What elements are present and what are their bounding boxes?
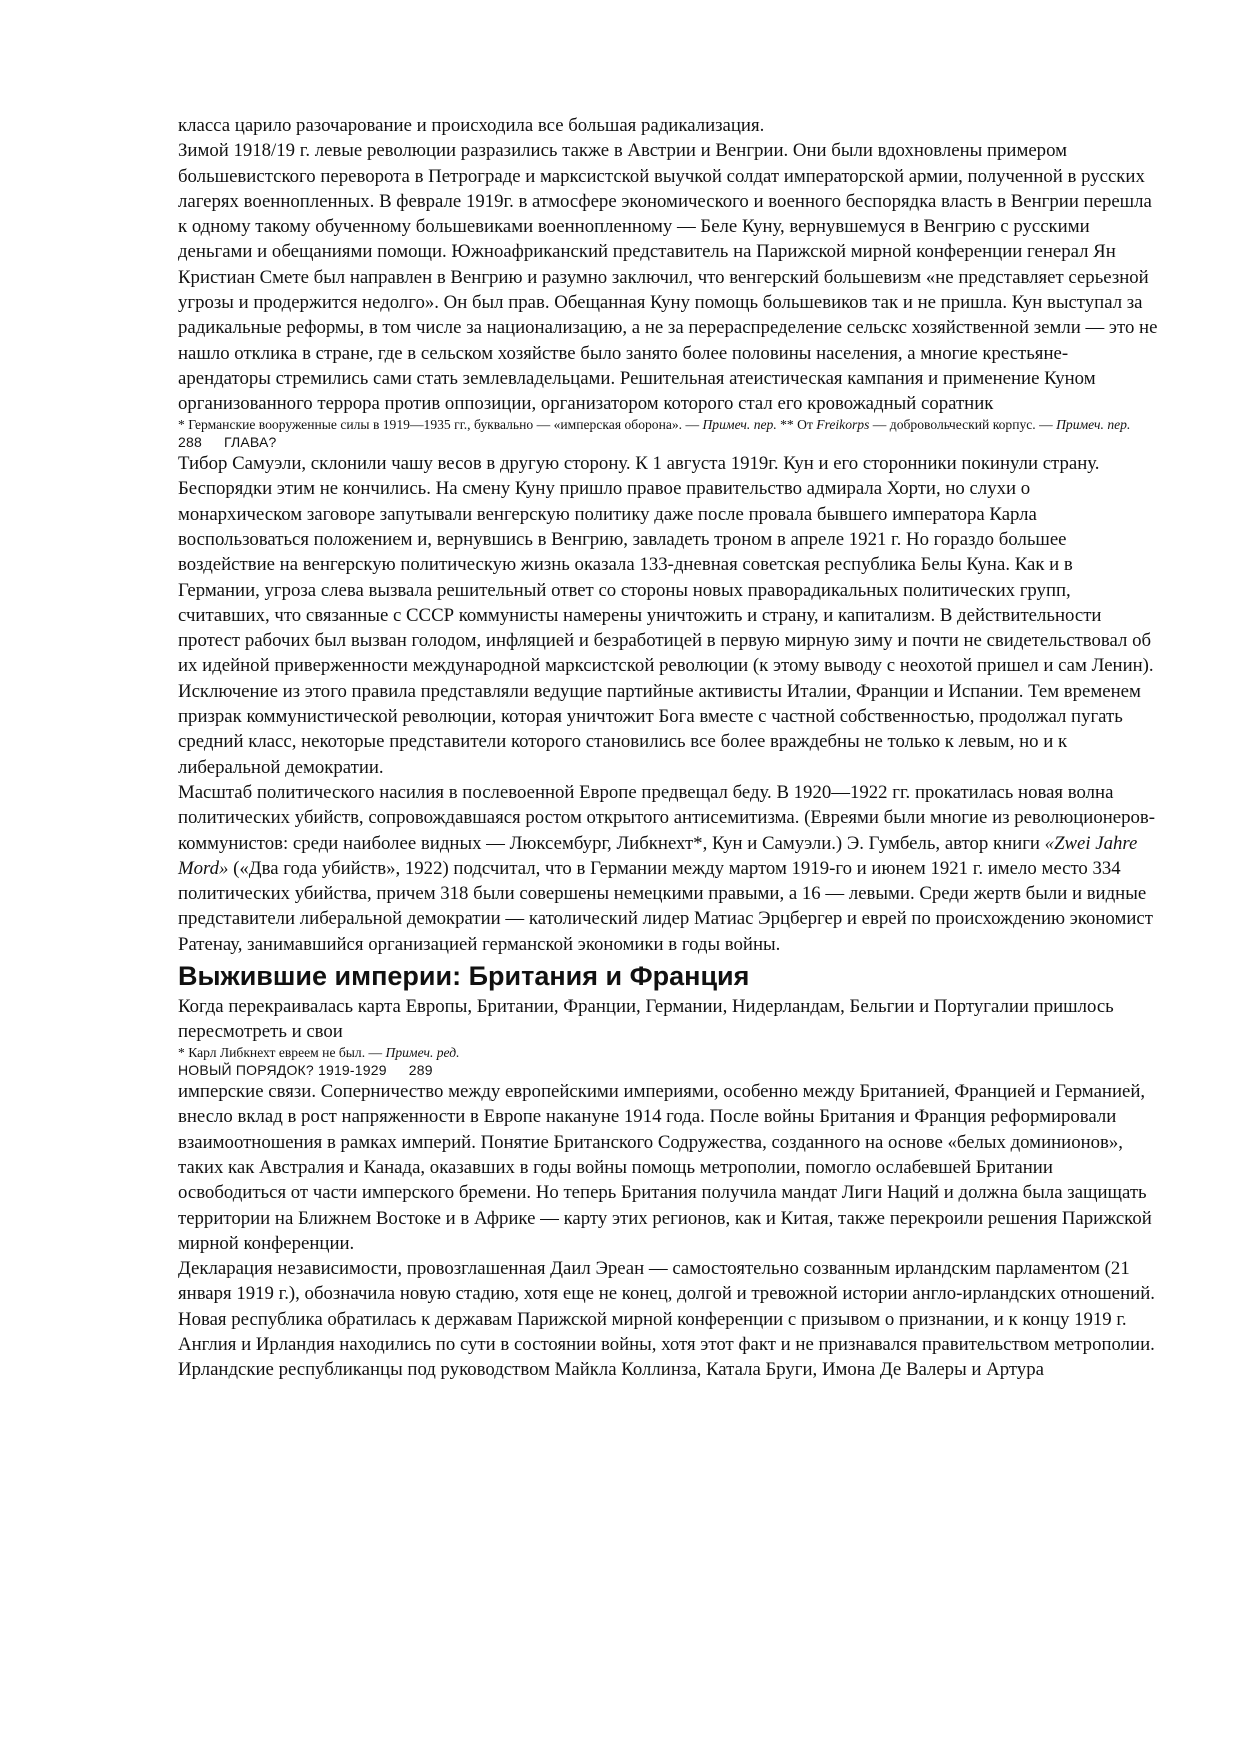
paragraph: Беспорядки этим не кончились. На смену Куну пришло правое правительство адмирала Хорти, но слухи о монархическом заговоре запутывали венгерскую политику даже после провала бывшего императора Карла воспользоваться положением и, вернувшись в Венгрию, завладеть троном в апреле 1921 г. Но гораздо большее воздействие на венгерскую политическую жизнь оказала 133-дневная советская республика Белы Куна. Как и в Германии, угроза слева вызвала решительный ответ со стороны новых праворадикальных политических групп, считавших, что связанные с СССР коммунисты намерены уничтожить и страну, и капитализм. В действительности протест рабочих был вызван голодом, инфляцией и безработицей в первую мирную зиму и почти не свидетельствовал об их идейной приверженности международной марксистской революции (к этому выводу с неохотой пришел и сам Ленин). Исключение из этого правила представляли ведущие партийные активисты Италии, Франции и Испании. Тем временем призрак коммунистической революции, которая уничтожит Бога вместе с частной собственностью, продолжал пугать средний класс, некоторые представители которого становились все более враждебны не только к левым, но и к либеральной демократии. [178, 478, 1154, 778]
running-header [178, 1061, 1158, 1079]
document-page [178, 113, 1158, 1383]
paragraph: Декларация независимости, провозглашенная Даил Эреан — самостоятельно созванным ирландским парламентом (21 января 1919 г.), обозначила новую стадию, хотя еще не конец, долгой и тревожной истории англо-ирландских отношений. Новая республика обратилась к державам Парижской мирной конференции с призывом о признании, и к концу 1919 г. Англия и Ирландия находились по сути в состоянии войны, хотя этот факт и не признавался правительством метрополии. Ирландские республиканцы под руководством Майкла Коллинза, Катала Бруги, Имона Де Валеры и Артура [178, 1258, 1155, 1381]
running-header [178, 433, 1158, 451]
chapter-title: ГЛАВА? [223, 434, 277, 451]
paragraph: Тибор Самуэли, склонили чашу весов в другую сторону. К 1 августа 1919г. Кун и его сторонники покинули страну. [178, 453, 1100, 475]
paragraph: Когда перекраивалась карта Европы, Британии, Франции, Германии, Нидерландам, Бельгии и Португалии пришлось пересмотреть и свои [178, 996, 1114, 1043]
paragraph: Масштаб политического насилия в послевоенной Европе предвещал беду. В 1920—1922 гг. прокатилась новая волна политических убийств, сопровождавшаяся ростом открытого антисемитизма. (Евреями были многие из революционеров-коммунистов: среди наиболее видных — Люксембург, Либкнехт*, Кун и Самуэли.) Э. Гумбель, автор книги «Zwei Jahre Mord» («Два года убийств», 1922) подсчитал, что в Германии между мартом 1919-го и июнем 1921 г. имело место 334 политических убийства, причем 318 были совершены немецкими правыми, а 16 — левыми. Среди жертв были и видные представители либеральной демократии — католический лидер Матиас Эрцбергер и еврей по происхождению экономист Ратенау, занимавшийся организацией германской экономики в годы войны. [178, 781, 1156, 955]
page-number: 288 [178, 434, 202, 451]
chapter-title: НОВЫЙ ПОРЯДОК? 1919-1929 [178, 1062, 387, 1079]
paragraph: Зимой 1918/19 г. левые революции разразились также в Австрии и Венгрии. Они были вдохновлены примером большевистского переворота в Петрограде и марксистской выучкой солдат императорской армии, полученной в русских лагерях военнопленных. В феврале 1919г. в атмосфере экономического и военного беспорядка власть в Венгрии перешла к одному такому обученному большевиками военнопленному — Беле Куну, вернувшемуся в Венгрию с русскими деньгами и обещаниями помощи. Южноафриканский представитель на Парижской мирной конференции генерал Ян Кристиан Смете был направлен в Венгрию и разумно заключил, что венгерский большевизм «не представляет серьезной угрозы и продержится недолго». Он был прав. Обещанная Куну помощь большевиков так и не пришла. Кун выступал за радикальные реформы, в том числе за национализацию, а не за перераспределение сельскс хозяйственной земли — это не нашло отклика в стране, где в сельском хозяйстве было занято более половины населения, а многие крестьяне-арендаторы стремились сами стать землевладельцами. Решительная атеистическая кампания и применение Куном организованного террора против оппозиции, организатором которого стал его кровожадный соратник [178, 140, 1158, 415]
book-title: «Zwei Jahre Mord» [178, 832, 1138, 879]
paragraph: класса царило разочарование и происходила все большая радикализация. [178, 115, 765, 136]
footnote: * Карл Либкнехт евреем не был. — Примеч. ред. [178, 1044, 460, 1060]
footnote: * Германские вооруженные силы в 1919—1935 гг., буквально — «имперская оборона». — Примеч. пер. ** От Freikorps — добровольческий корпус. — Примеч. пер. [178, 416, 1131, 432]
page-number: 289 [408, 1062, 433, 1079]
section-heading: Выжившие империи: Британия и Франция [178, 961, 750, 991]
paragraph: имперские связи. Соперничество между европейскими империями, особенно между Британией, Францией и Германией, внесло вклад в рост напряженности в Европе накануне 1914 года. После войны Британия и Франция реформировали взаимоотношения в рамках империй. Понятие Британского Содружества, созданного на основе «белых доминионов», таких как Австралия и Канада, оказавших в годы войны помощь метрополии, помогло ослабевшей Британии освободиться от части имперского бремени. Но теперь Британия получила мандат Лиги Наций и должна была защищать территории на Ближнем Востоке и в Африке — карту этих регионов, как и Китая, также перекроили решения Парижской мирной конференции. [178, 1081, 1152, 1254]
